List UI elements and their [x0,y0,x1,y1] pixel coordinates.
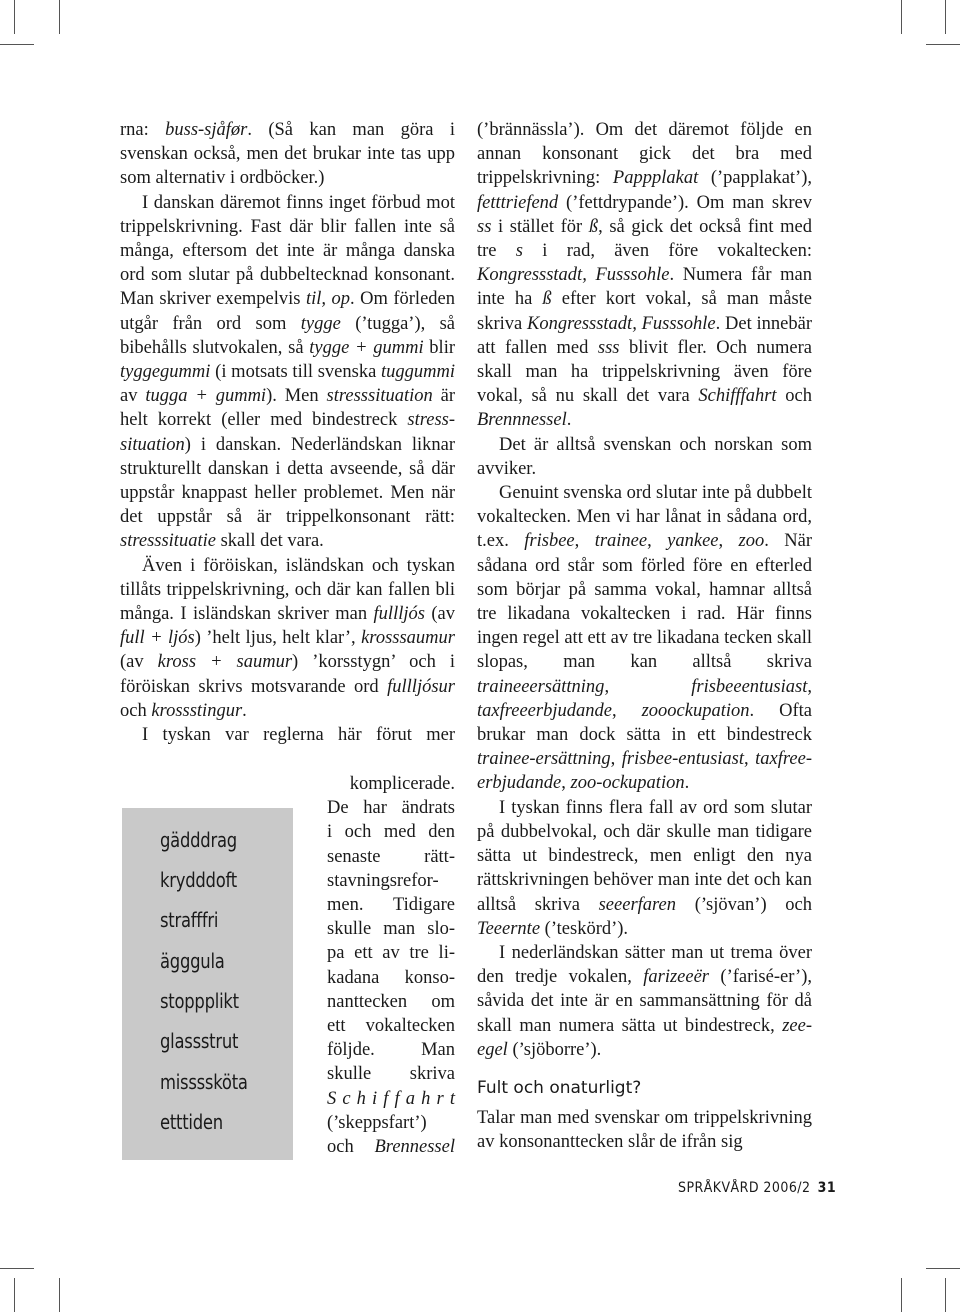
crop-mark [945,1278,946,1312]
section-heading: Fult och onaturligt? [477,1077,642,1098]
paragraph [120,723,455,747]
crop-mark [0,44,34,45]
text-line: kadana konso- [327,967,455,988]
text-run: Det är alltså svenskan och norskan som avviker. [477,434,812,479]
italic-text: zoo-ockupation [570,773,685,794]
text-run: blivit fler. Och numera skall man ha trippelskrivning även före vokal, så nu skall det vara [477,337,812,407]
text-run: (’farisé-er’), såvida det inte är en sammansättning för då skall man numera sätta ut bindestreck, [477,967,812,1036]
crop-mark [0,1268,34,1269]
text-run: . Numera får man inte ha [477,265,812,310]
text-run: I tyskan finns flera fall av ord som slutar på dubbelvokal, och där skulle man tidigare sätta ut bindestreck, men enligt den nya rättskrivningen behöver man inte det och kan alltså skriva [477,797,812,915]
text-run: (’sjöborre’). [507,1039,602,1060]
italic-text: tygge + gummi [309,337,424,358]
crop-mark [901,1278,902,1312]
italic-text: zoo [738,531,765,552]
text-line [327,1135,455,1159]
text-run: . Ofta brukar man dock sätta in ett bindestreck [477,700,813,746]
italic-text: Brennessel [374,1137,455,1158]
paragraph [477,1106,812,1154]
italic-text: trainee-ersättning [477,749,611,770]
text-run: skall det vara. [215,531,324,552]
text-run: blir [423,337,455,358]
text-run: rna: [120,120,166,140]
text-run: och [120,700,152,721]
crop-mark [59,0,60,34]
italic-text: yankee [667,531,719,552]
text-run: Talar man med svenskar om trippelskrivning av konsonanttecken slår de ifrån sig [477,1108,812,1153]
text-line: pa ett av tre li- [327,943,455,964]
paragraph [477,796,812,941]
italic-text: krosssaumur [361,628,455,649]
crop-mark [14,1278,15,1312]
crop-mark [59,1278,60,1312]
text-line: men. Tidigare [327,895,455,916]
italic-text: buss-sjåfør [165,120,248,140]
italic-text: trainee [594,531,648,552]
crop-mark [926,1268,960,1269]
word-list-item: strafffri [160,908,219,932]
page-footer [678,1180,836,1196]
word-list-item: stoppplikt [160,989,239,1013]
word-list-item: ägggula [160,949,225,973]
italic-text: krossstingur [151,700,243,721]
italic-text: til, op [305,289,351,310]
text-run: (’papplakat’), [698,168,812,189]
italic-text: zooockupation [641,700,750,721]
text-run: Även i föröiskan, isländskan och tyskan tillåts trippelskrivning, och där kan fallen bli många. I isländskan skriver man [120,555,455,625]
text-run: , [561,773,571,794]
text-run: , [574,531,595,552]
text-run: ) i danskan. Nederländskan liknar strukturellt danskan i detta avseende, så där uppstår knappast heller problemet. Men när det uppstår så är trippelkonsonant rätt: [120,434,455,528]
italic-text: fetttriefend [477,192,559,213]
italic-text: full + ljós [120,628,195,649]
italic-text: stresssituation [326,386,433,407]
italic-text: frisbee [524,531,575,552]
crop-mark [945,0,946,34]
text-line: i och med den [327,822,455,843]
text-run: . (Så kan man göra i svenskan också, men det brukar inte tas upp som alternativ i ordböcker.) [120,120,455,189]
italic-text: fullljós [373,604,425,625]
text-line: (’skeppsfart’) [327,1112,427,1133]
text-line: skulle man slo- [327,919,455,940]
text-run: (i motsats till svenska [210,362,381,383]
text-run: I nederländskan sätter man ut trema över den tredje vokalen, [477,942,812,988]
text-line: nanttecken om [327,991,455,1012]
word-list-item: etttiden [160,1110,223,1134]
italic-text: frisbeeentusiast [691,676,808,697]
italic-text: s [515,241,523,262]
word-list-item: missssköta [160,1070,248,1094]
text-line: komplicerade. [349,774,455,794]
text-run: , [807,676,812,697]
italic-text: stresssituatie [120,531,216,552]
text-line: De har ändrats [327,798,455,819]
italic-text: zee-egel [477,1015,812,1060]
text-run: . [242,700,247,721]
italic-text: Kongressstadt, Fusssohle [527,313,716,334]
italic-text: tuggummi [381,362,455,383]
italic-text: traineeersättning [477,676,605,697]
text-run: . [566,410,572,431]
word-list-item: glassstrut [160,1029,239,1053]
italic-text: tygge [300,313,341,334]
page-number: 31 [817,1180,837,1196]
italic-text: ss [477,216,492,237]
text-run: , [611,700,642,721]
text-run: i rad, även före vokaltecken: [523,241,812,262]
paragraph [477,118,812,433]
text-run: och [776,386,812,407]
paragraph [477,481,812,796]
text-run: efter kort vokal, så man måste skriva [477,289,813,334]
italic-text: seeerfaren [598,894,677,915]
text-run: av [120,386,146,407]
paragraph [477,433,812,481]
text-run: . När sådana ord står som förled före en efterled som börjar på samma vokal, hamnar alltså tre likadana vokaltecken i rad. Här finns ingen regel att ett av tre likadana tecken skall slopas, man kan alltså skriva [477,531,813,673]
italic-text: ß [588,216,599,237]
paragraph [120,118,455,191]
journal-name: SPRÅKVÅRD 2006/2 [678,1180,811,1196]
right-column [477,118,812,1155]
text-run: . Det innebär att fallen med [477,313,812,358]
crop-mark [14,0,15,34]
text-run: (av [424,604,455,625]
text-run: I danskan däremot finns inget förbud mot trippelskrivning. Fast där blir fallen inte så många, eftersom det inte är många danska ord som slutar på dubbeltecknad konsonant. Man skriver exempelvis [120,192,455,310]
text-line: följde. Man [327,1040,455,1061]
text-run: och [327,1137,375,1158]
italic-text: taxfreeerbjudande [477,700,612,721]
text-run: . [684,773,690,794]
text-run: är helt korrekt (eller med bindestreck [120,386,456,431]
text-run: (av [120,652,158,673]
text-run: ). Men [266,386,327,407]
text-line: S c h i f f a h r t [327,1088,455,1109]
text-run: ) ’korsstygn’ och i föröiskan skrivs motsvarande ord [120,652,455,697]
text-line: ett vokaltecken [327,1016,455,1037]
text-line: senaste rätt- [327,846,455,867]
italic-text: kross + saumur [157,652,293,673]
text-run: ) ’helt ljus, helt klar’, [194,628,362,649]
italic-text: sss [597,337,620,358]
wrapped-text [327,772,455,1159]
text-run: , [604,676,692,697]
text-run: , [744,749,756,770]
text-run: (’brännässla’). Om det däremot följde en annan konsonant gick det bra med trippelskrivning: [477,120,812,189]
text-line: skulle skriva [327,1064,455,1085]
text-run: , [718,531,739,552]
text-run: Genuint svenska ord slutar inte på dubbelt vokaltecken. Men vi har lånat in sådana ord, t.ex. [477,483,812,552]
italic-text: stress-situation [120,410,455,455]
italic-text: Schifffahrt [698,386,777,407]
text-run: (’tugga’), så bibehålls slutvokalen, så [120,313,456,358]
left-column [120,118,455,747]
text-run: , [610,749,622,770]
paragraph [120,191,455,554]
italic-text: tyggegummi [120,362,211,383]
word-list-box [122,808,293,1160]
italic-text: Pappplakat [612,168,699,189]
italic-text: ß [542,289,552,310]
italic-text: farizeeër [643,967,710,988]
text-line: stavningsrefor- [327,870,439,891]
italic-text: frisbee-entusiast [621,749,745,770]
paragraph [120,554,455,723]
text-run: . Om förleden utgår från ord som [120,289,455,334]
text-run: I tyskan var reglerna här förut mer [142,725,455,746]
word-list-item: gädddrag [160,828,237,852]
text-run: , [647,531,668,552]
crop-mark [901,0,902,34]
italic-text: Kongressstadt, Fusssohle [477,265,670,286]
text-run: i stället för [491,216,589,237]
paragraph [477,941,812,1062]
text-run: (’sjövan’) och [676,894,812,915]
text-run: (’fettdrypande’). Om man skrev [558,192,812,213]
text-run: (’teskörd’). [540,918,629,939]
italic-text: Brennnessel [477,410,567,431]
italic-text: Teeernte [477,918,541,939]
crop-mark [926,44,960,45]
italic-text: taxfree-erbjudande [477,749,813,794]
word-list-item: krydddoft [160,868,237,892]
italic-text: tugga + gummi [145,386,267,407]
text-run: , så gick det också fint med tre [477,216,812,262]
italic-text: fullljósur [387,676,455,697]
